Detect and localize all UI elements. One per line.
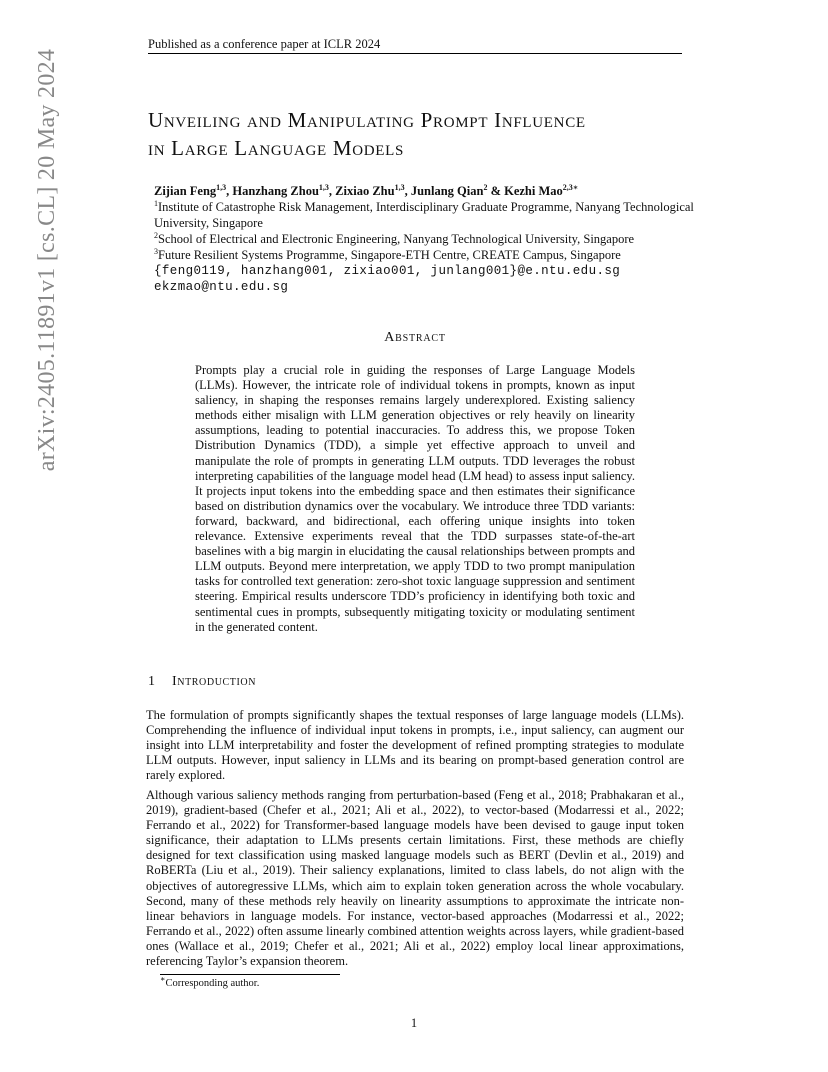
author-sep: , <box>226 184 233 198</box>
email-line: {feng0119, hanzhang001, zixiao001, junlang001}@e.ntu.edu.sg <box>154 264 621 278</box>
affiliation-sup: 1 <box>154 198 158 208</box>
author-sep: , <box>404 184 411 198</box>
title-line-2: in Large Language Models <box>148 136 405 160</box>
author-sep: , <box>328 184 336 198</box>
author-sup: 2,3∗ <box>562 182 579 192</box>
arxiv-stamp: arXiv:2405.11891v1 [cs.CL] 20 May 2024 <box>34 48 60 472</box>
paragraph: Although various saliency methods ranging from perturbation-based (Feng et al., 2018; Prabhakaran et al., 2019), gradient-based (Chefer et al., 2021; Ali et al., 2022), to vector-based (Modarressi et al., 2022; Ferrando et al., 2022) for Transformer-based language models have been devised to gauge input token significance, their adaptation to LLMs presents certain limitations. First, these methods are chiefly designed for text classification using masked language models such as BERT (Devlin et al., 2019) and RoBERTa (Liu et al., 2019). Their saliency explanations, limited to class labels, do not align with the objectives of autoregressive LLMs, which aim to explain token generation across the whole vocabulary. Second, many of these methods rely heavily on linearity assumptions to approximate the intricate non-linear behaviors in language models. For instance, vector-based approaches (Modarressi et al., 2022; Ferrando et al., 2022) often assume linearly combined attention weights across layers, while gradient-based ones (Wallace et al., 2019; Chefer et al., 2021; Ali et al., 2022) employ local linear approximations, referencing Taylor’s expansion theorem. <box>146 788 684 969</box>
affiliation-text: Future Resilient Systems Programme, Singapore-ETH Centre, CREATE Campus, Singapore <box>158 248 621 262</box>
footnote <box>160 974 260 990</box>
author-name: Hanzhang Zhou <box>232 184 319 198</box>
author-block <box>154 183 694 296</box>
author-name: Junlang Qian <box>410 184 484 198</box>
email-line: ekzmao@ntu.edu.sg <box>154 280 289 294</box>
author-name: Zixiao Zhu <box>335 184 395 198</box>
paper-title <box>148 106 708 162</box>
running-header: Published as a conference paper at ICLR 2024 <box>148 36 682 54</box>
section-heading <box>148 674 256 690</box>
footnote-text: Corresponding author. <box>165 978 260 989</box>
author-name: Kezhi Mao <box>504 184 563 198</box>
author-sup: 1,3 <box>318 182 329 192</box>
affiliation-sup: 2 <box>154 230 158 240</box>
affiliation <box>154 247 694 263</box>
section-title: Introduction <box>172 674 257 689</box>
author-list <box>154 183 694 199</box>
author-sup: 1,3 <box>394 182 405 192</box>
author-sup: 1,3 <box>216 182 227 192</box>
author-sep: & <box>487 184 505 198</box>
affiliation-sup: 3 <box>154 246 158 256</box>
abstract-text: Prompts play a crucial role in guiding the responses of Large Language Models (LLMs). However, the intricate role of individual tokens in prompts, known as input saliency, in shaping the responses remains largely underexplored. Existing saliency methods either misalign with LLM generation objectives or rely heavily on linearity assumptions, leading to potential inaccuracies. To address this, we propose Token Distribution Dynamics (TDD), a simple yet effective approach to unveil and manipulate the role of prompts in generating LLM outputs. TDD leverages the robust interpreting capabilities of the language model head (LM head) to assess input saliency. It projects input tokens into the embedding space and then estimates their significance based on distribution dynamics over the vocabulary. We introduce three TDD variants: forward, backward, and bidirectional, each offering unique insights into token relevance. Extensive experiments reveal that the TDD surpasses state-of-the-art baselines with a big margin in elucidating the causal relationships between prompts and LLM outputs. Beyond mere interpretation, we apply TDD to two prompt manipulation tasks for controlled text generation: zero-shot toxic language suppression and sentiment steering. Empirical results underscore TDD’s proficiency in identifying both toxic and sentimental cues in prompts, subsequently mitigating toxicity or modulating sentiment in the generated content. <box>195 363 635 634</box>
author-name: Zijian Feng <box>154 184 217 198</box>
author-sup: 2 <box>483 182 488 192</box>
affiliation <box>154 199 694 231</box>
affiliation-text: Institute of Catastrophe Risk Management, Interdisciplinary Graduate Programme, Nanyang Technological University, Singapore <box>154 200 694 230</box>
affiliation-text: School of Electrical and Electronic Engineering, Nanyang Technological University, Singapore <box>158 232 635 246</box>
section-number: 1 <box>148 674 156 689</box>
footnote-rule <box>160 974 340 975</box>
footnote-mark: ∗ <box>160 974 166 984</box>
page-number: 1 <box>410 1016 418 1030</box>
affiliation <box>154 231 694 247</box>
paragraph: The formulation of prompts significantly shapes the textual responses of large language models (LLMs). Comprehending the influence of individual input tokens in prompts, i.e., input saliency, can augment our insight into LLM interpretability and foster the development of refined prompting strategies to modulate LLM outputs. However, input saliency in LLMs and its bearing on prompt-based generation control are rarely explored. <box>146 708 684 783</box>
abstract-heading: Abstract <box>384 330 446 345</box>
title-line-1: Unveiling and Manipulating Prompt Influence <box>148 108 586 132</box>
